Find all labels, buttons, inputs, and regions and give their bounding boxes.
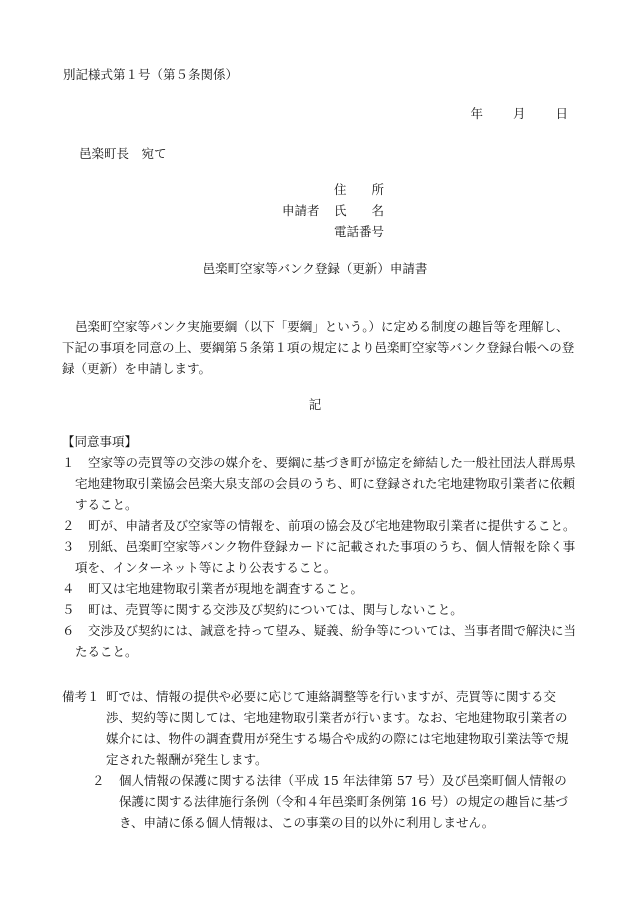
date-month: 月 — [512, 106, 526, 121]
remarks-section — [62, 686, 577, 833]
addressee: 邑楽町長 宛て — [79, 146, 167, 161]
remark-item — [62, 686, 577, 770]
remark-item — [62, 770, 577, 833]
applicant-block — [282, 179, 394, 242]
ki-heading: 記 — [308, 397, 322, 412]
applicant-name-label: 氏 名 — [334, 203, 385, 218]
remark-text: 個人情報の保護に関する法律（平成 15 年法律第 57 号）及び邑楽町個人情報の保護に関する法律施行条例（令和４年邑楽町条例第 16 号）の規定の趣旨に基づき、申請に係る個人情報は、この事業の目的以外に利用しません。 — [119, 773, 568, 830]
consent-item: ２ 町が、申請者及び空家等の情報を、前項の協会及び宅地建物取引業者に提供すること。 — [62, 518, 576, 533]
form-label: 別記様式第１号（第５条関係） — [63, 67, 239, 82]
consent-list — [62, 452, 577, 662]
applicant-address-label: 住 所 — [334, 182, 385, 197]
date-day: 日 — [555, 106, 568, 121]
consent-item: ３ 別紙、邑楽町空家等バンク物件登録カードに記載された事項のうち、個人情報を除く事項を、インターネット等により公表すること。 — [62, 539, 576, 575]
applicant-phone-label: 電話番号 — [334, 224, 385, 239]
consent-item: ６ 交渉及び契約には、誠意を持って望み、疑義、紛争等については、当事者間で解決に当たること。 — [62, 623, 577, 659]
document-title: 邑楽町空家等バンク登録（更新）申請書 — [202, 261, 428, 276]
consent-item: ４ 町又は宅地建物取引業者が現地を調査すること。 — [62, 581, 364, 596]
date-year: 年 — [470, 106, 483, 121]
remark-text: 町では、情報の提供や必要に応じて連絡調整等を行いますが、売買等に関する交渉、契約等に関しては、宅地建物取引業者が行います。なお、宅地建物取引業者の媒介には、物件の調査費用が発生する場合や成約の際には宅地建物取引業法等で規定された報酬が発生します。 — [106, 689, 569, 767]
remark-label: 備考１ — [62, 689, 100, 704]
consent-item: １ 空家等の売買等の交渉の媒介を、要綱に基づき町が協定を締結した一般社団法人群馬県宅地建物取引業協会邑楽大泉支部の会員のうち、町に登録された宅地建物取引業者に依頼すること。 — [62, 455, 576, 512]
body-paragraph: 邑楽町空家等バンク実施要綱（以下「要綱」という。）に定める制度の趣旨等を理解し、下記の事項を同意の上、要綱第５条第１項の規定により邑楽町空家等バンク登録台帳への登録（更新）を申請します。 — [62, 319, 575, 376]
remark-label: ２ — [92, 773, 105, 788]
consent-heading: 【同意事項】 — [62, 434, 138, 449]
applicant-role-label: 申請者 — [282, 203, 320, 218]
consent-item: ５ 町は、売買等に関する交渉及び契約については、関与しないこと。 — [62, 602, 463, 617]
date-line — [470, 103, 568, 124]
